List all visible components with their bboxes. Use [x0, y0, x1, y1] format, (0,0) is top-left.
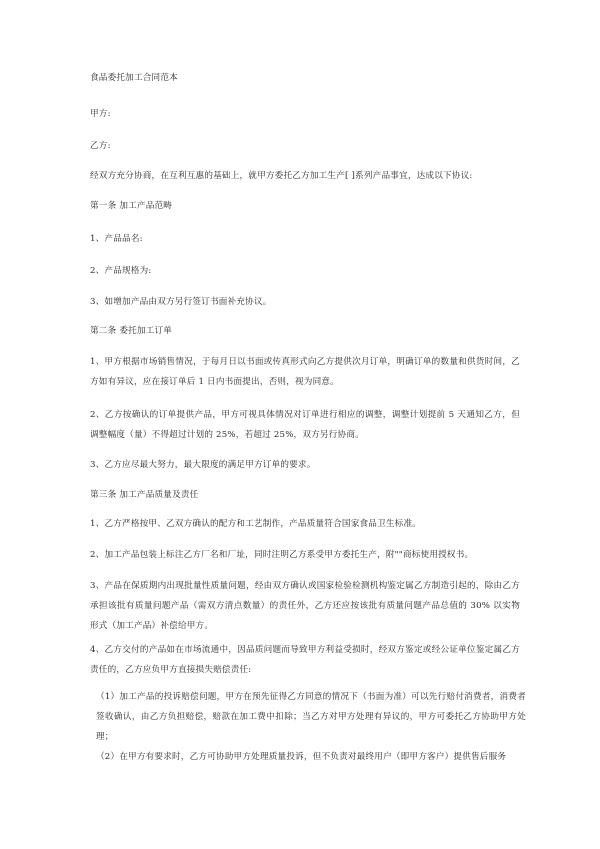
article-3-heading: 第三条 加工产品质量及责任	[90, 490, 199, 500]
party-a-line: 甲方:	[90, 109, 111, 119]
document-title: 食品委托加工合同范本	[90, 73, 178, 83]
article-1-item-2: 2、产品规格为:	[90, 266, 152, 276]
article-3-item-4: 4、乙方交付的产品如在市场流通中，因品质问题而导致甲方利益受损时，经双方鉴定或经公证单位鉴定属乙方责任的，乙方应负甲方直接损失赔偿责任:	[90, 645, 520, 675]
intro-paragraph: 经双方充分协商，在互利互惠的基础上，就甲方委托乙方加工生产[ ]系列产品事宜，达成以下协议:	[90, 171, 473, 181]
article-1-item-3: 3、如增加产品由双方另行签订书面补充协议。	[90, 297, 272, 307]
article-2-item-1: 1、甲方根据市场销售情况，于每月日以书面或传真形式向乙方提供次月订单，明确订单的数量和供货时间，乙方如有异议，应在接订单后 1 日内书面提出，否则，视为同意。	[90, 357, 520, 387]
article-3-item-2: 2、加工产品包装上标注乙方厂名和厂址，同时注明乙方系受甲方委托生产，附""商标使用授权书。	[90, 550, 474, 560]
article-3-item-1: 1、乙方严格按甲、乙双方确认的配方和工艺制作，产品质量符合国家食品卫生标准。	[90, 519, 422, 529]
article-3-item-4-sub-2: （2）在甲方有要求时，乙方可协助甲方处理质量投诉，但不负责对最终用户（即甲方客户）提供售后服务	[96, 752, 507, 762]
article-2-item-3: 3、乙方应尽最大努力，最大限度的满足甲方订单的要求。	[90, 460, 316, 470]
article-1-item-1: 1、产品品名:	[90, 234, 143, 244]
article-3-item-4-sub-1: （1）加工产品的投诉赔偿问题，甲方在预先征得乙方同意的情况下（书面为准）可以先行赔付消费者，消费者签收确认，由乙方负担赔偿，赔款在加工费中扣除；当乙方对甲方处理有异议的，甲方可委托乙方协助甲方处理；	[96, 692, 526, 742]
article-1-heading: 第一条 加工产品范畴	[90, 201, 173, 211]
article-2-item-2: 2、乙方按确认的订单提供产品，甲方可视具体情况对订单进行相应的调整，调整计划提前 5 天通知乙方，但调整幅度（量）不得超过计划的 25%，若超过 25%，双方另行协商。	[90, 410, 520, 440]
party-b-line: 乙方:	[90, 141, 111, 151]
article-3-item-3: 3、产品在保质期内出现批量性质量问题，经由双方确认或国家检验检测机构鉴定属乙方制造引起的，除由乙方承担该批有质量问题产品（需双方清点数量）的责任外，乙方还应按该批有质量问题产品总值的 30% 以实物形式（加工产品）补偿给甲方。	[90, 581, 520, 631]
article-2-heading: 第二条 委托加工订单	[90, 326, 173, 336]
